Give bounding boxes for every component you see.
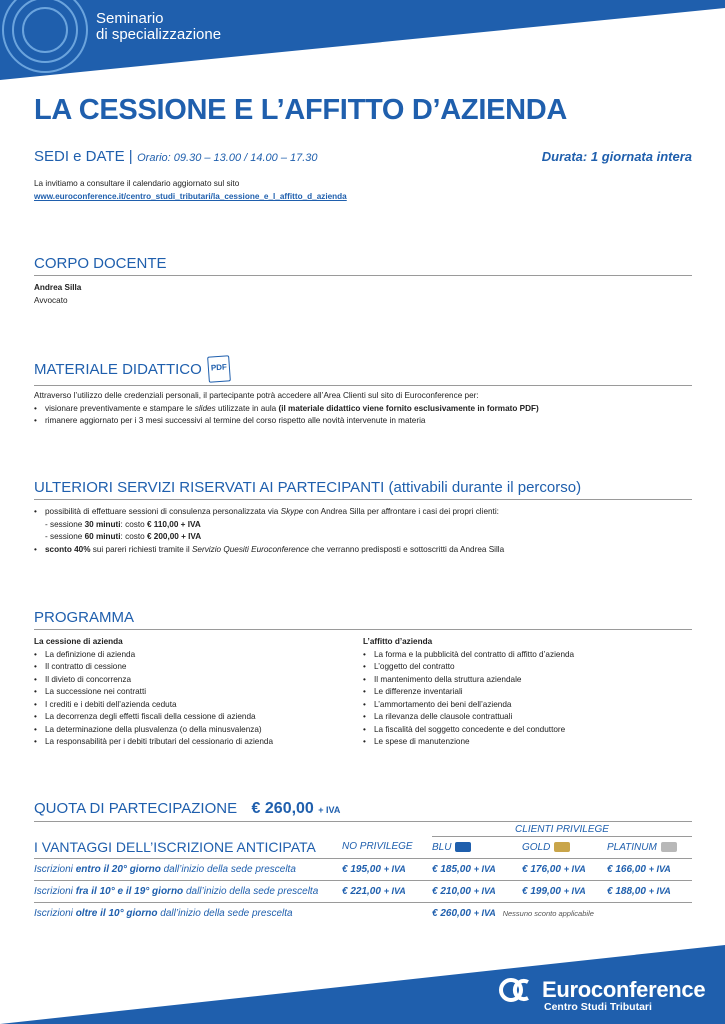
- list-item: • Le spese di manutenzione: [363, 736, 692, 749]
- docente-role: Avvocato: [34, 295, 68, 305]
- materiale-intro: Attraverso l’utilizzo delle credenziali personali, il partecipante potrà accedere all’Area Clienti sul sito di Euroconference per:: [34, 391, 479, 400]
- section-programma: [34, 609, 692, 749]
- col-blu: BLU: [432, 836, 522, 858]
- blu-card-icon: [455, 842, 471, 852]
- programma-left: [34, 636, 363, 749]
- list-item: • La rilevanza delle clausole contrattuali: [363, 711, 692, 724]
- materiale-title-row: [34, 356, 692, 386]
- calendar-link[interactable]: www.euroconference.it/centro_studi_tributari/la_cessione_e_l_affitto_d_azienda: [34, 191, 347, 201]
- materiale-title: MATERIALE DIDATTICO: [34, 360, 202, 378]
- servizi-title: ULTERIORI SERVIZI RISERVATI AI PARTECIPANTI (attivabili durante il percorso): [34, 479, 692, 500]
- col-no-privilege: NO PRIVILEGE: [342, 836, 432, 858]
- list-item: • L’oggetto del contratto: [363, 661, 692, 674]
- platinum-card-icon: [661, 842, 677, 852]
- table-row: Iscrizioni fra il 10° e il 19° giorno dall’inizio della sede prescelta € 221,00 + IVA € 210,00 + IVA € 199,00 + IVA € 188,00 + IVA: [34, 880, 692, 902]
- vantaggi-title: I VANTAGGI DELL’ISCRIZIONE ANTICIPATA: [34, 836, 342, 858]
- sedi-text: La invitiamo a consultare il calendario aggiornato sul sito: [34, 179, 240, 188]
- programma-title: PROGRAMMA: [34, 609, 692, 630]
- programma-right-heading: L’affitto d’azienda: [363, 637, 433, 646]
- clienti-privilege-label: CLIENTI PRIVILEGE: [432, 824, 692, 836]
- section-materiale: [34, 356, 692, 428]
- col-platinum: PLATINUM: [607, 836, 692, 858]
- list-item: • La responsabilità per i debiti tributari del cessionario di azienda: [34, 736, 363, 749]
- footer-brand: Euroconference: [542, 977, 706, 1002]
- list-item: • La forma e la pubblicità del contratto di affitto d’azienda: [363, 649, 692, 662]
- sessione-30: - sessione 30 minuti: costo € 110,00 + IVA: [45, 519, 201, 529]
- materiale-bullet-2: • rimanere aggiornato per i 3 mesi successivi al termine del corso rispetto alle novità intervenute in materia: [34, 415, 692, 428]
- footer-sub: Centro Studi Tributari: [544, 1001, 652, 1013]
- list-item: • La decorrenza degli effetti fiscali della cessione di azienda: [34, 711, 363, 724]
- header-line1: Seminario: [96, 10, 164, 27]
- list-item: • La fiscalità del soggetto concedente e del conduttore: [363, 724, 692, 737]
- list-item: • La determinazione della plusvalenza (o della minusvalenza): [34, 724, 363, 737]
- ec-logo-icon: [498, 977, 538, 1003]
- list-item: • I crediti e i debiti dell’azienda ceduta: [34, 699, 363, 712]
- list-item: • La successione nei contratti: [34, 686, 363, 699]
- quota-title: QUOTA DI PARTECIPAZIONE: [34, 800, 238, 817]
- gold-card-icon: [554, 842, 570, 852]
- list-item: • Il contratto di cessione: [34, 661, 363, 674]
- section-servizi: [34, 479, 692, 556]
- list-item: • Il divieto di concorrenza: [34, 674, 363, 687]
- list-item: • La definizione di azienda: [34, 649, 363, 662]
- pdf-icon: PDF: [207, 355, 231, 382]
- servizi-bullet-2: • sconto 40% sui pareri richiesti tramite il Servizio Quesiti Euroconference che verranno predisposti e sottoscritti da Andrea Silla: [34, 544, 692, 557]
- servizi-bullet-1: • possibilità di effettuare sessioni di consulenza personalizzata via Skype con Andrea Silla per affrontare i casi dei propri clienti:: [34, 506, 692, 519]
- sedi-title: SEDI e DATE |: [34, 148, 133, 165]
- orario: Orario: 09.30 – 13.00 / 14.00 – 17.30: [137, 152, 318, 164]
- quota-row: [34, 800, 692, 822]
- materiale-bullet-1: • visionare preventivamente e stampare le slides utilizzate in aula (il materiale didattico viene fornito esclusivamente in formato PDF): [34, 403, 692, 416]
- sessione-60: - sessione 60 minuti: costo € 200,00 + IVA: [45, 532, 202, 541]
- docente-title: CORPO DOCENTE: [34, 255, 692, 276]
- programma-right: [363, 636, 692, 749]
- list-item: • L’ammortamento dei beni dell’azienda: [363, 699, 692, 712]
- programma-left-heading: La cessione di azienda: [34, 637, 123, 646]
- header-text: [96, 11, 221, 43]
- quota-price: € 260,00: [251, 800, 314, 817]
- header-line2: di specializzazione: [96, 26, 222, 43]
- table-row: Iscrizioni oltre il 10° giorno dall’inizio della sede prescelta € 260,00 + IVA Nessuno sconto applicabile: [34, 907, 594, 919]
- section-docente: [34, 255, 692, 307]
- col-gold: GOLD: [522, 836, 607, 858]
- list-item: • Le differenze inventariali: [363, 686, 692, 699]
- quota-iva: + IVA: [318, 805, 341, 815]
- page-title: LA CESSIONE E L’AFFITTO D’AZIENDA: [34, 94, 568, 126]
- euroconference-logo: [498, 977, 705, 1013]
- sedi-info: [34, 178, 347, 203]
- price-table: [34, 824, 692, 924]
- sedi-row: [34, 148, 692, 166]
- durata: Durata: 1 giornata intera: [541, 149, 692, 164]
- no-discount-note: Nessuno sconto applicabile: [502, 908, 594, 918]
- list-item: • Il mantenimento della struttura aziendale: [363, 674, 692, 687]
- table-row: Iscrizioni entro il 20° giorno dall’inizio della sede prescelta € 195,00 + IVA € 185,00 + IVA € 176,00 + IVA € 166,00 + IVA: [34, 858, 692, 880]
- docente-name: Andrea Silla: [34, 283, 82, 292]
